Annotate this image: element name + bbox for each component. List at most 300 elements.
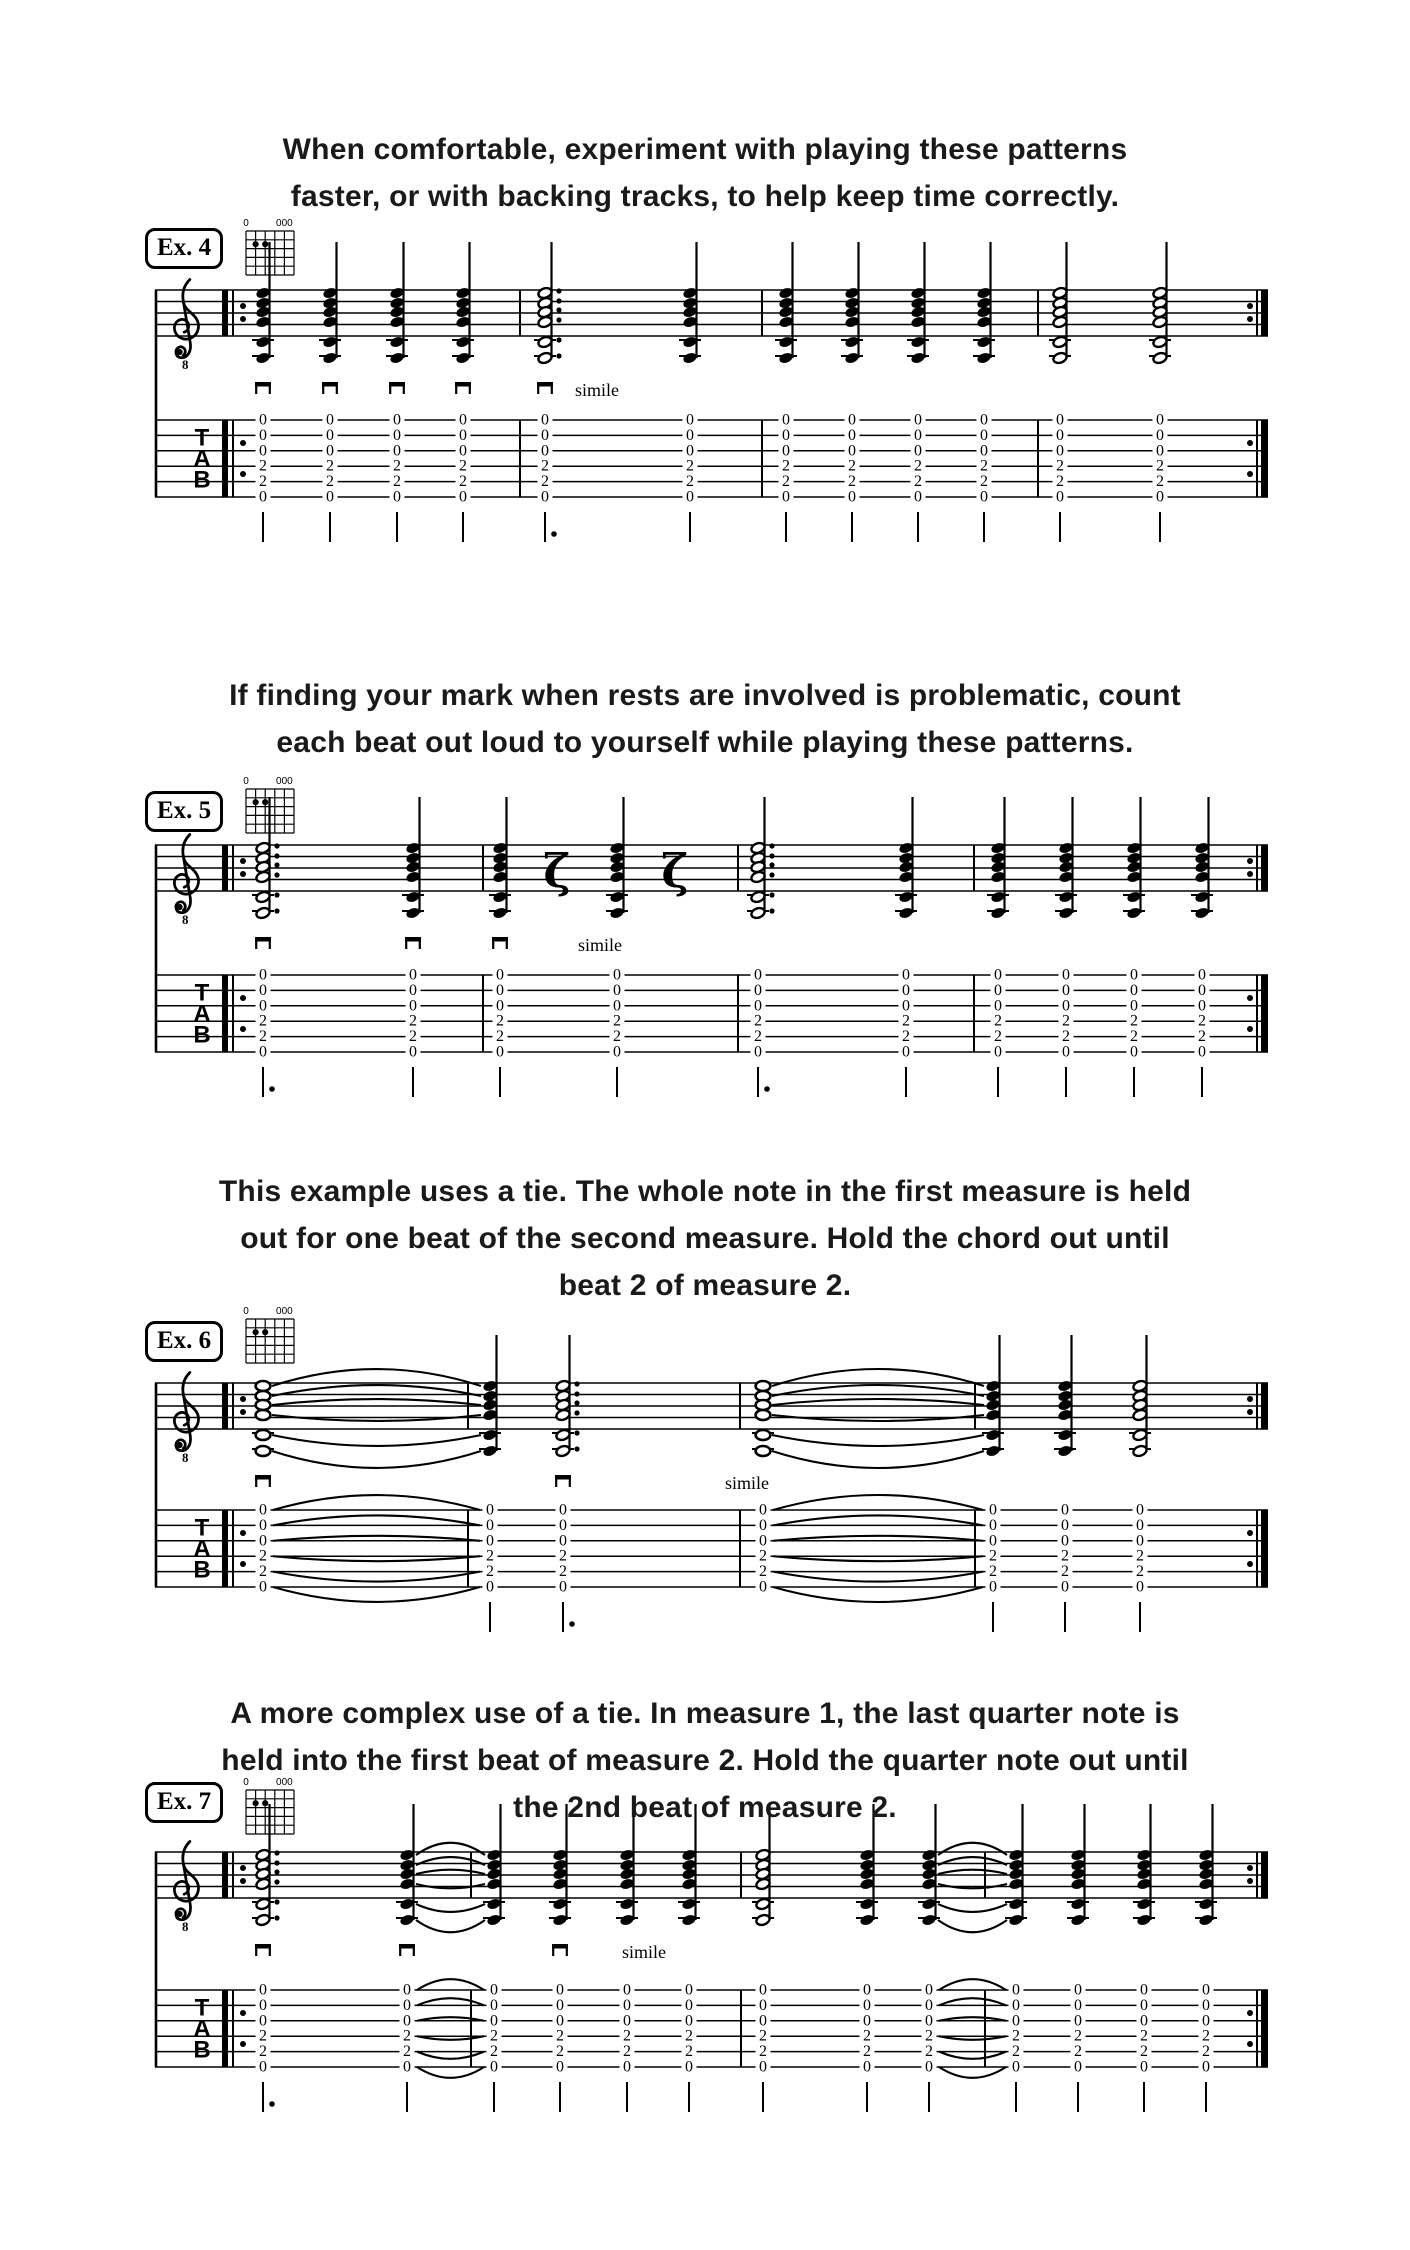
tab-fret-number: 2 <box>1156 457 1164 475</box>
tab-fret-number: 2 <box>1136 1547 1144 1565</box>
tab-fret-number: 0 <box>259 1996 267 2014</box>
tab-fret-number: 2 <box>685 2027 693 2045</box>
tab-fret-number: 2 <box>259 2043 267 2061</box>
tab-fret-number: 0 <box>259 1516 267 1534</box>
tab-fret-number: 0 <box>1136 1578 1144 1596</box>
tab-fret-number: 0 <box>490 1981 498 1999</box>
tab-fret-number: 2 <box>409 1012 417 1030</box>
tab-fret-number: 0 <box>459 426 467 444</box>
tab-fret-number: 2 <box>556 2043 564 2061</box>
tab-fret-number: 2 <box>259 1012 267 1030</box>
tab-fret-number: 0 <box>759 1532 767 1550</box>
tab-fret-number: 0 <box>994 1043 1002 1061</box>
tab-fret-number: 0 <box>1140 1996 1148 2014</box>
ex7-notes <box>252 1804 1217 2112</box>
tab-fret-number: 0 <box>1156 442 1164 460</box>
tab-fret-number: 0 <box>259 1501 267 1519</box>
tab-fret-number: 2 <box>782 473 790 491</box>
tab-fret-number: 2 <box>393 473 401 491</box>
tab-fret-number: 2 <box>989 1547 997 1565</box>
tab-fret-number: 0 <box>863 1981 871 1999</box>
tab-fret-number: 0 <box>496 997 504 1015</box>
chord-column <box>252 1804 280 2112</box>
tab-fret-number: 2 <box>1012 2043 1020 2061</box>
tab-fret-number: 0 <box>541 488 549 506</box>
tab-fret-number: 2 <box>994 1028 1002 1046</box>
svg-text:T: T <box>194 1514 210 1542</box>
tab-fret-number: 0 <box>403 2058 411 2076</box>
tab-fret-number: 0 <box>1130 966 1138 984</box>
tab-fret-number: 2 <box>1198 1012 1206 1030</box>
tab-fret-number: 2 <box>409 1028 417 1046</box>
tab-fret-number: 0 <box>556 1981 564 1999</box>
tab-fret-number: 0 <box>409 997 417 1015</box>
ex4-system <box>155 218 1268 542</box>
tab-fret-number: 0 <box>1136 1501 1144 1519</box>
tab-fret-number: 0 <box>1130 997 1138 1015</box>
svg-text:T: T <box>194 424 210 452</box>
tab-fret-number: 0 <box>409 981 417 999</box>
ex5-staff <box>155 845 1268 891</box>
tab-fret-number: 2 <box>863 2027 871 2045</box>
tab-fret-number: 0 <box>496 1043 504 1061</box>
ex5-simile-label: simile <box>578 935 622 955</box>
tab-fret-number: 2 <box>556 2027 564 2045</box>
tab-fret-number: 0 <box>613 997 621 1015</box>
tab-fret-number: 2 <box>1130 1012 1138 1030</box>
tab-fret-number: 2 <box>686 457 694 475</box>
tab-fret-number: 0 <box>393 488 401 506</box>
chord-column <box>856 1804 878 2112</box>
tab-fret-number: 2 <box>403 2027 411 2045</box>
tab-fret-number: 0 <box>559 1516 567 1534</box>
ex5-system <box>155 776 1268 1097</box>
ex7-staff <box>155 1852 1268 1898</box>
ex6-chord-grid-icon <box>243 1306 294 1363</box>
tab-fret-number: 2 <box>980 457 988 475</box>
downstroke-icon <box>552 1944 568 1956</box>
tab-fret-number: 0 <box>1012 2058 1020 2076</box>
tab-fret-number: 2 <box>914 473 922 491</box>
tab-fret-number: 0 <box>409 1043 417 1061</box>
tab-fret-number: 0 <box>759 1516 767 1534</box>
tab-fret-number: 0 <box>556 2058 564 2076</box>
tab-fret-number: 2 <box>1056 457 1064 475</box>
tab-fret-number: 2 <box>259 1028 267 1046</box>
tab-fret-number: 0 <box>863 2012 871 2030</box>
tab-fret-number: 2 <box>782 457 790 475</box>
tab-fret-number: 0 <box>393 426 401 444</box>
tab-fret-number: 0 <box>1012 1981 1020 1999</box>
tab-fret-number: 2 <box>259 473 267 491</box>
tab-fret-number: 2 <box>759 1547 767 1565</box>
ex7-simile-label: simile <box>622 1942 666 1962</box>
tab-fret-number: 2 <box>1074 2027 1082 2045</box>
svg-text:T: T <box>194 979 210 1007</box>
tab-fret-number: 0 <box>326 442 334 460</box>
tab-fret-number: 0 <box>259 2058 267 2076</box>
ex6-tab-letters <box>193 1515 210 1584</box>
tab-fret-number: 0 <box>848 426 856 444</box>
tab-fret-number: 0 <box>1061 1578 1069 1596</box>
tab-fret-number: 0 <box>1056 411 1064 429</box>
tab-fret-number: 0 <box>403 2012 411 2030</box>
svg-text:B: B <box>193 1556 211 1584</box>
chord-column <box>483 1804 505 2112</box>
tab-fret-number: 2 <box>259 457 267 475</box>
downstroke-icon <box>492 937 508 949</box>
tab-fret-number: 0 <box>259 1043 267 1061</box>
downstroke-icon <box>322 382 338 394</box>
svg-text:T: T <box>194 1994 210 2022</box>
svg-text:8: 8 <box>182 1450 189 1465</box>
chord-column <box>396 1804 418 2112</box>
tab-fret-number: 0 <box>1130 981 1138 999</box>
svg-text:B: B <box>193 466 211 494</box>
svg-text:8: 8 <box>182 912 189 927</box>
chord-column <box>678 1804 700 2112</box>
tab-fret-number: 2 <box>686 473 694 491</box>
ex5-tab-letters <box>193 980 210 1049</box>
downstroke-icon <box>555 1475 571 1487</box>
tab-fret-number: 0 <box>754 1043 762 1061</box>
tab-fret-number: 2 <box>754 1028 762 1046</box>
chord-column <box>252 1381 274 1596</box>
tab-fret-number: 0 <box>1198 981 1206 999</box>
tab-fret-number: 2 <box>1140 2027 1148 2045</box>
downstroke-icon <box>537 382 553 394</box>
tab-fret-number: 0 <box>1202 2012 1210 2030</box>
tab-fret-number: 0 <box>686 411 694 429</box>
tab-fret-number: 0 <box>1056 442 1064 460</box>
tab-fret-number: 0 <box>782 426 790 444</box>
tab-fret-number: 0 <box>1202 1981 1210 1999</box>
tab-fret-number: 0 <box>1140 1981 1148 1999</box>
tab-fret-number: 0 <box>914 488 922 506</box>
tab-fret-number: 2 <box>863 2043 871 2061</box>
tab-fret-number: 2 <box>1140 2043 1148 2061</box>
chord-column <box>543 844 570 898</box>
instruction-ex7: A more complex use of a tie. In measure 1, the last quarter note is held into the first beat of measure 2. Hold the quarter note out until the 2nd beat of measure 2. <box>221 1697 1189 1824</box>
tab-fret-number: 0 <box>1061 1532 1069 1550</box>
tab-fret-number: 0 <box>754 966 762 984</box>
tab-fret-number: 2 <box>486 1563 494 1581</box>
tab-fret-number: 0 <box>759 1996 767 2014</box>
tab-fret-number: 0 <box>759 2058 767 2076</box>
tab-fret-number: 2 <box>613 1012 621 1030</box>
tab-fret-number: 2 <box>486 1547 494 1565</box>
tab-fret-number: 2 <box>259 1563 267 1581</box>
tab-fret-number: 2 <box>496 1028 504 1046</box>
tab-fret-number: 2 <box>1056 473 1064 491</box>
tab-fret-number: 0 <box>490 2012 498 2030</box>
tab-fret-number: 0 <box>980 442 988 460</box>
ex4-label: Ex. 4 <box>145 228 223 269</box>
tab-fret-number: 2 <box>759 2043 767 2061</box>
tab-fret-number: 2 <box>759 2027 767 2045</box>
instruction-ex5: If finding your mark when rests are involved is problematic, count each beat out loud to yourself while playing these patterns. <box>229 679 1181 759</box>
tab-fret-number: 0 <box>613 1043 621 1061</box>
tab-fret-number: 0 <box>754 997 762 1015</box>
tab-fret-number: 0 <box>863 2058 871 2076</box>
downstroke-icon <box>455 382 471 394</box>
tab-fret-number: 2 <box>623 2027 631 2045</box>
tab-fret-number: 0 <box>1062 997 1070 1015</box>
tab-fret-number: 2 <box>403 2043 411 2061</box>
tab-fret-number: 2 <box>989 1563 997 1581</box>
tab-fret-number: 0 <box>1136 1532 1144 1550</box>
tab-fret-number: 2 <box>1198 1028 1206 1046</box>
tab-fret-number: 0 <box>782 411 790 429</box>
tab-fret-number: 0 <box>556 2012 564 2030</box>
ex6-label: Ex. 6 <box>145 1321 223 1362</box>
tab-fret-number: 0 <box>925 1981 933 1999</box>
tab-fret-number: 0 <box>914 411 922 429</box>
tab-fret-number: 0 <box>623 2058 631 2076</box>
tab-fret-number: 2 <box>1061 1547 1069 1565</box>
tab-fret-number: 0 <box>259 997 267 1015</box>
tab-fret-number: 2 <box>759 1563 767 1581</box>
tab-fret-number: 2 <box>994 1012 1002 1030</box>
ex6-tab-staff <box>155 1510 1268 1587</box>
tab-fret-number: 0 <box>393 411 401 429</box>
ex5-tab-staff <box>155 975 1268 1052</box>
tab-fret-number: 2 <box>459 473 467 491</box>
tab-fret-number: 0 <box>980 426 988 444</box>
tab-fret-number: 0 <box>259 1981 267 1999</box>
tab-fret-number: 2 <box>1136 1563 1144 1581</box>
tab-fret-number: 0 <box>685 1981 693 1999</box>
tab-fret-number: 0 <box>1062 966 1070 984</box>
tab-fret-number: 0 <box>1198 1043 1206 1061</box>
tab-fret-number: 0 <box>486 1516 494 1534</box>
tab-fret-number: 0 <box>759 1578 767 1596</box>
chord-column <box>661 844 688 898</box>
tab-fret-number: 0 <box>1074 1981 1082 1999</box>
tab-fret-number: 0 <box>259 411 267 429</box>
tab-fret-number: 0 <box>1202 2058 1210 2076</box>
tab-fret-number: 0 <box>623 1981 631 1999</box>
tab-fret-number: 0 <box>902 997 910 1015</box>
svg-text:B: B <box>193 1021 211 1049</box>
tab-fret-number: 0 <box>994 966 1002 984</box>
tab-fret-number: 0 <box>925 1996 933 2014</box>
ex7-treble-clef-icon <box>174 1842 198 1934</box>
tab-fret-number: 0 <box>1061 1516 1069 1534</box>
tab-fret-number: 0 <box>490 1996 498 2014</box>
tab-fret-number: 0 <box>782 488 790 506</box>
tab-fret-number: 0 <box>686 442 694 460</box>
tab-fret-number: 2 <box>1061 1563 1069 1581</box>
tab-fret-number: 0 <box>1012 1996 1020 2014</box>
ex7-label: Ex. 7 <box>145 1782 223 1823</box>
tab-fret-number: 0 <box>989 1578 997 1596</box>
tab-fret-number: 2 <box>848 457 856 475</box>
svg-text:000: 000 <box>276 1306 293 1317</box>
tab-fret-number: 0 <box>754 981 762 999</box>
tab-fret-number: 0 <box>925 2012 933 2030</box>
tab-fret-number: 0 <box>259 2012 267 2030</box>
downstroke-icon <box>399 1944 415 1956</box>
tab-fret-number: 2 <box>1202 2043 1210 2061</box>
tab-fret-number: 0 <box>685 2012 693 2030</box>
tab-fret-number: 0 <box>759 1981 767 1999</box>
tab-fret-number: 2 <box>326 457 334 475</box>
chord-column <box>1195 1804 1217 2112</box>
tab-fret-number: 0 <box>1062 981 1070 999</box>
tab-fret-number: 2 <box>925 2043 933 2061</box>
tab-fret-number: 2 <box>459 457 467 475</box>
tab-fret-number: 0 <box>623 1996 631 2014</box>
tab-fret-number: 0 <box>259 488 267 506</box>
svg-text:0: 0 <box>243 218 249 229</box>
tab-fret-number: 0 <box>259 442 267 460</box>
tab-fret-number: 0 <box>613 981 621 999</box>
svg-text:A: A <box>193 1535 211 1563</box>
ex7-tab-letters <box>193 1995 210 2064</box>
ex5-label: Ex. 5 <box>145 791 223 832</box>
chord-column <box>1133 1804 1155 2112</box>
tab-fret-number: 0 <box>1074 2058 1082 2076</box>
downstroke-icon <box>255 1475 271 1487</box>
tab-fret-number: 0 <box>486 1501 494 1519</box>
tab-fret-number: 0 <box>259 966 267 984</box>
tab-fret-number: 0 <box>559 1532 567 1550</box>
chord-column <box>1005 1804 1027 2112</box>
tab-fret-number: 0 <box>902 981 910 999</box>
downstroke-icon <box>405 937 421 949</box>
ex6-staff <box>155 1383 1268 1429</box>
tab-fret-number: 0 <box>623 2012 631 2030</box>
tab-fret-number: 0 <box>686 426 694 444</box>
ex6-system <box>155 1306 1268 1632</box>
tab-fret-number: 0 <box>541 426 549 444</box>
tab-fret-number: 2 <box>559 1547 567 1565</box>
ex7-tab-staff <box>155 1990 1268 2067</box>
ex6-simile-label: simile <box>725 1473 769 1493</box>
tab-fret-number: 0 <box>556 1996 564 2014</box>
tab-fret-number: 0 <box>1140 2012 1148 2030</box>
tab-fret-number: 0 <box>541 442 549 460</box>
tab-fret-number: 0 <box>486 1578 494 1596</box>
svg-text:B: B <box>193 2036 211 2064</box>
tab-fret-number: 0 <box>486 1532 494 1550</box>
downstroke-icon <box>255 382 271 394</box>
tab-fret-number: 0 <box>459 442 467 460</box>
tab-fret-number: 0 <box>980 488 988 506</box>
svg-text:A: A <box>193 2015 211 2043</box>
tab-fret-number: 0 <box>459 411 467 429</box>
tab-fret-number: 0 <box>994 981 1002 999</box>
instruction-ex6: This example uses a tie. The whole note in the first measure is held out for one beat of the second measure. Hold the chord out until beat 2 of measure 2. <box>218 1175 1192 1302</box>
tab-fret-number: 0 <box>1074 2012 1082 2030</box>
ex4-treble-clef-icon <box>174 280 198 372</box>
tab-fret-number: 0 <box>496 966 504 984</box>
tab-fret-number: 0 <box>686 488 694 506</box>
ex4-staff <box>155 290 1268 336</box>
downstroke-icon <box>255 937 271 949</box>
tab-fret-number: 0 <box>863 1996 871 2014</box>
tab-fret-number: 0 <box>994 997 1002 1015</box>
tab-fret-number: 2 <box>1156 473 1164 491</box>
tab-fret-number: 0 <box>559 1501 567 1519</box>
tab-fret-number: 0 <box>980 411 988 429</box>
tab-fret-number: 2 <box>848 473 856 491</box>
tab-fret-number: 0 <box>541 411 549 429</box>
tab-fret-number: 0 <box>1198 966 1206 984</box>
downstroke-icon <box>255 1944 271 1956</box>
tab-fret-number: 2 <box>914 457 922 475</box>
tab-fret-number: 2 <box>1012 2027 1020 2045</box>
ex4-tab-letters <box>193 425 210 494</box>
tab-fret-number: 0 <box>1156 488 1164 506</box>
tab-fret-number: 2 <box>259 1547 267 1565</box>
tab-fret-number: 0 <box>490 2058 498 2076</box>
tab-fret-number: 2 <box>259 2027 267 2045</box>
tab-fret-number: 2 <box>1202 2027 1210 2045</box>
svg-text:8: 8 <box>182 1919 189 1934</box>
tab-fret-number: 0 <box>1056 426 1064 444</box>
tab-fret-number: 0 <box>848 442 856 460</box>
tab-fret-number: 0 <box>914 426 922 444</box>
tab-fret-number: 0 <box>1130 1043 1138 1061</box>
tab-fret-number: 2 <box>685 2043 693 2061</box>
tab-fret-number: 0 <box>326 411 334 429</box>
tab-fret-number: 0 <box>326 488 334 506</box>
tab-fret-number: 0 <box>259 426 267 444</box>
tab-fret-number: 0 <box>989 1516 997 1534</box>
tab-fret-number: 0 <box>496 981 504 999</box>
tab-fret-number: 2 <box>393 457 401 475</box>
tab-fret-number: 0 <box>459 488 467 506</box>
tab-fret-number: 0 <box>259 1532 267 1550</box>
svg-text:A: A <box>193 445 211 473</box>
svg-text:A: A <box>193 1000 211 1028</box>
tab-fret-number: 0 <box>1061 1501 1069 1519</box>
tab-fret-number: 2 <box>1062 1012 1070 1030</box>
instruction-ex4: When comfortable, experiment with playing these patterns faster, or with backing tracks, to help keep time correctly. <box>282 133 1128 213</box>
tab-fret-number: 0 <box>685 2058 693 2076</box>
svg-text:0: 0 <box>243 776 249 787</box>
tab-fret-number: 0 <box>685 1996 693 2014</box>
tab-fret-number: 0 <box>782 442 790 460</box>
tab-fret-number: 2 <box>496 1012 504 1030</box>
tab-fret-number: 0 <box>1156 426 1164 444</box>
tab-fret-number: 0 <box>1074 1996 1082 2014</box>
tab-fret-number: 0 <box>259 981 267 999</box>
tab-fret-number: 0 <box>1198 997 1206 1015</box>
svg-text:000: 000 <box>276 218 293 229</box>
ex7-ties <box>416 1843 1007 2078</box>
tab-fret-number: 2 <box>541 457 549 475</box>
tab-fret-number: 0 <box>759 1501 767 1519</box>
quarter-rest-icon: ζ <box>661 844 689 898</box>
tab-fret-number: 0 <box>989 1501 997 1519</box>
downstroke-icon <box>389 382 405 394</box>
ex4-simile-label: simile <box>575 380 619 400</box>
svg-text:0: 0 <box>243 1306 249 1317</box>
tab-fret-number: 0 <box>613 966 621 984</box>
ex6-treble-clef-icon <box>174 1373 198 1465</box>
tab-fret-number: 0 <box>902 1043 910 1061</box>
tab-fret-number: 0 <box>759 2012 767 2030</box>
tab-fret-number: 0 <box>403 1996 411 2014</box>
tab-fret-number: 0 <box>914 442 922 460</box>
tab-fret-number: 0 <box>403 1981 411 1999</box>
tab-fret-number: 0 <box>989 1532 997 1550</box>
tab-fret-number: 0 <box>393 442 401 460</box>
tab-fret-number: 0 <box>1140 2058 1148 2076</box>
